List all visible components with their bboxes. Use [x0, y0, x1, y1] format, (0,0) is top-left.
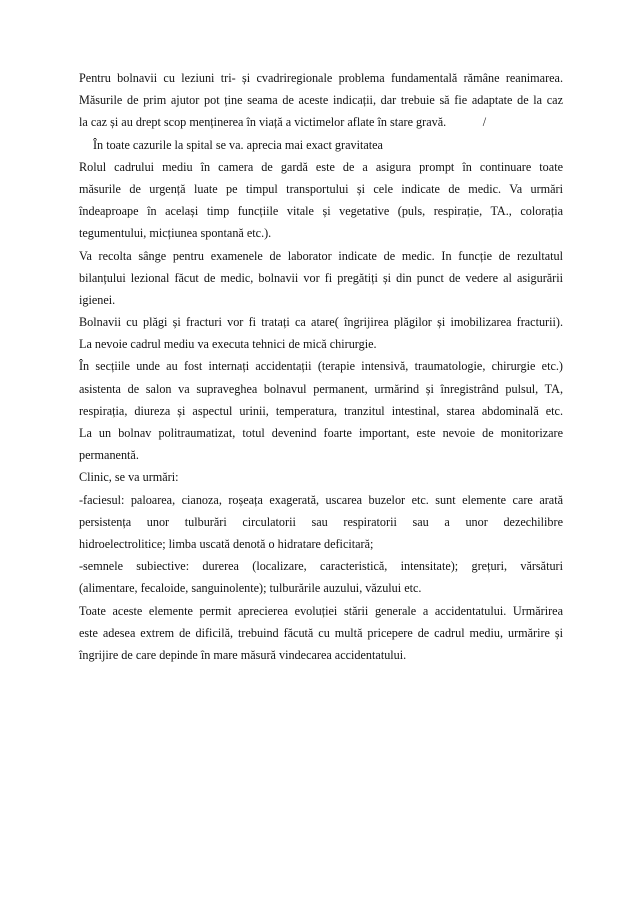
- text-line: măsurile de urgență luate pe timpul transportului și cele indicate de medic. Va urmări: [79, 181, 563, 196]
- text-line: Măsurile de prim ajutor pot ține seama de aceste indicații, dar trebuie să fie adaptate de la caz: [79, 93, 563, 108]
- text-line: la caz și au drept scop menținerea în viață a victimelor aflate în stare gravă. /: [79, 115, 487, 130]
- text-line: Bolnavii cu plăgi și fracturi vor fi tratați ca atare( îngrijirea plăgilor și imobilizarea fracturii).: [79, 315, 563, 330]
- text-line: -faciesul: paloarea, cianoza, roșeața exagerată, uscarea buzelor etc. sunt elemente care arată: [79, 492, 563, 507]
- text-line: tegumentului, micțiunea spontană etc.).: [79, 226, 272, 241]
- text-line: persistența unor tulburări circulatorii sau respiratorii sau a unor dezechilibre: [79, 514, 563, 529]
- text-line: este adesea extrem de dificilă, trebuind făcută cu multă pricepere de cadrul mediu, urmărire și: [79, 625, 563, 640]
- text-line: (alimentare, fecaloide, sanguinolente); tulburările auzului, văzului etc.: [79, 581, 422, 596]
- text-line: respirația, diureza și aspectul urinii, temperatura, tranzitul intestinal, starea abdominală etc.: [79, 403, 563, 418]
- text-line: hidroelectrolitice; limba uscată denotă o hidratare deficitară;: [79, 536, 374, 551]
- text-line: permanentă.: [79, 448, 139, 463]
- text-line: îndeaproape în același timp funcțiile vitale și vegetative (puls, respirație, TA., colorația: [79, 204, 563, 219]
- text-line: Pentru bolnavii cu leziuni tri- și cvadriregionale problema fundamentală rămâne reanimarea.: [79, 71, 563, 85]
- text-line: igienei.: [79, 292, 116, 307]
- text-line: Clinic, se va urmări:: [79, 470, 179, 485]
- text-line: îngrijire de care depinde în mare măsură vindecarea accidentatului.: [79, 647, 407, 662]
- document-body: [79, 67, 563, 666]
- text-line: Va recolta sânge pentru examenele de laborator indicate de medic. In funcție de rezultatul: [79, 248, 563, 263]
- text-line: asistenta de salon va supraveghea bolnavul permanent, urmărind și înregistrând pulsul, TA,: [79, 381, 563, 396]
- text-line: bilanțului lezional făcut de medic, bolnavii vor fi pregătiți și din punct de vedere al asigurării: [79, 270, 563, 285]
- text-line: La nevoie cadrul mediu va executa tehnici de mică chirurgie.: [79, 337, 377, 352]
- text-line: Rolul cadrului mediu în camera de gardă este de a asigura prompt în continuare toate: [79, 159, 563, 174]
- text-line: La un bolnav politraumatizat, totul devenind foarte important, este nevoie de monitorizare: [79, 426, 563, 440]
- text-line: În toate cazurile la spital se va. aprecia mai exact gravitatea: [93, 137, 383, 152]
- text-line: În secțiile unde au fost internați accidentații (terapie intensivă, traumatologie, chirurgie etc.): [79, 359, 563, 374]
- text-line: Toate aceste elemente permit aprecierea evoluției stării generale a accidentatului. Urmărirea: [79, 603, 563, 618]
- text-line: -semnele subiective: durerea (localizare, caracteristică, intensitate); grețuri, vărsături: [79, 559, 563, 574]
